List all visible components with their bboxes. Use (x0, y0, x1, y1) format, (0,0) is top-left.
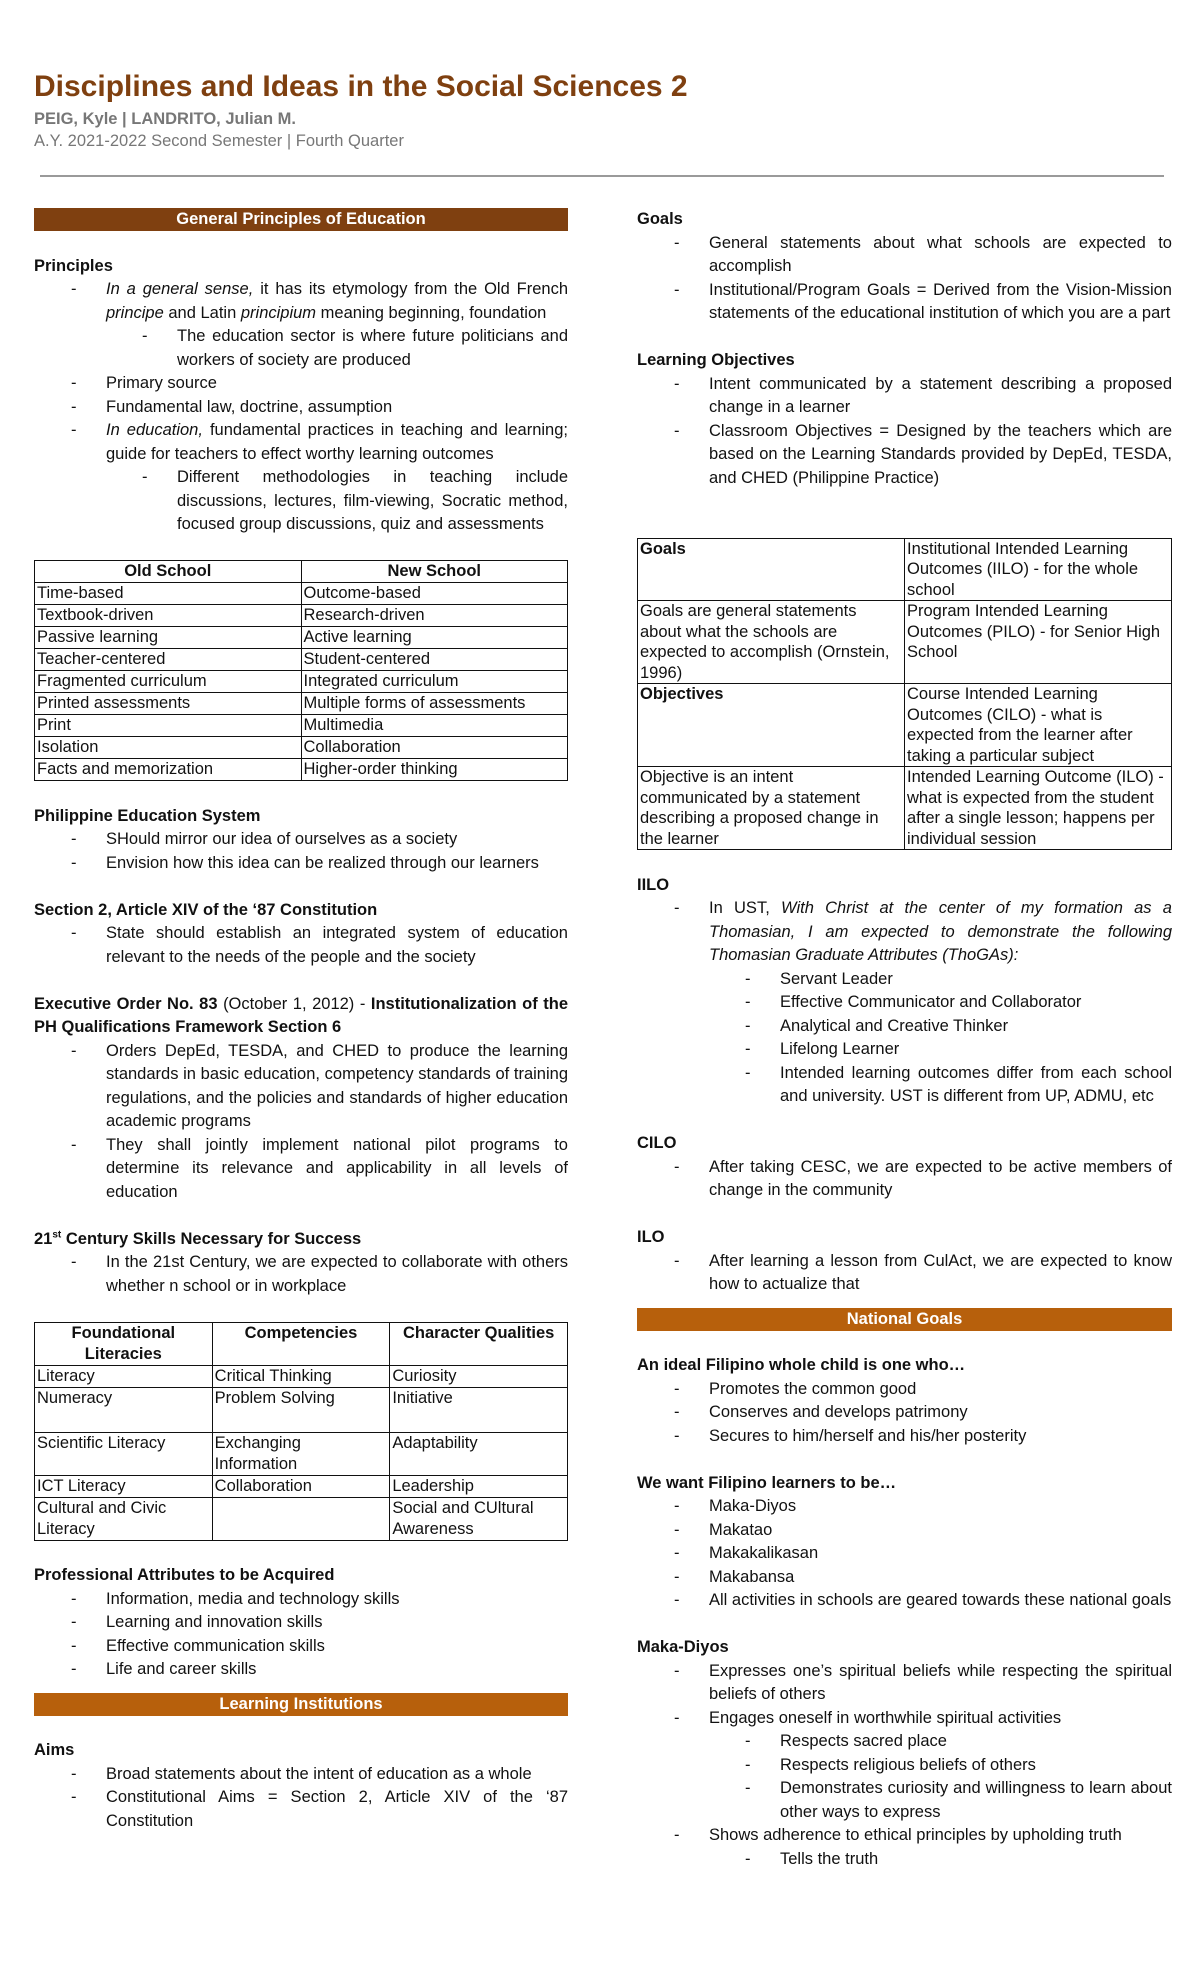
heading-ilo: ILO (637, 1228, 665, 1246)
table-row: Fragmented curriculum Integrated curriculum (35, 671, 568, 693)
list-item: - Servant Leader (637, 968, 1172, 992)
heading-ideal-filipino: An ideal Filipino whole child is one who… (637, 1356, 966, 1374)
table-row: Passive learning Active learning (35, 627, 568, 649)
table-row: Printed assessments Multiple forms of assessments (35, 693, 568, 715)
list-item: - The education sector is where future politicians and workers of society are produced (34, 325, 568, 372)
academic-year: A.Y. 2021-2022 Second Semester | Fourth Quarter (34, 132, 404, 150)
table-header: Old School (35, 561, 302, 583)
heading-maka-diyos: Maka-Diyos (637, 1638, 729, 1656)
list-item: - After taking CESC, we are expected to be active members of change in the community (637, 1156, 1172, 1203)
list-item: - Shows adherence to ethical principles by upholding truth (637, 1824, 1172, 1848)
list-item: - All activities in schools are geared towards these national goals (637, 1589, 1172, 1613)
table-header: Character Qualities (390, 1322, 568, 1365)
table-row: Teacher-centered Student-centered (35, 649, 568, 671)
table-row: Numeracy Problem Solving Initiative (35, 1387, 568, 1432)
list-item: - They shall jointly implement national pilot programs to determine its relevance and applicability in all levels of education (34, 1134, 568, 1205)
table-row: Objective is an intent communicated by a statement describing a proposed change in the learner Intended Learning Outcome (ILO) - what is expected from the student after a single lesson; happens per individual session (638, 767, 1172, 850)
table-header: Competencies (212, 1322, 390, 1365)
list-item: - Makabansa (637, 1566, 1172, 1590)
header-divider (40, 175, 1164, 177)
list-item: - Institutional/Program Goals = Derived from the Vision-Mission statements of the educational institution of which you are a part (637, 279, 1172, 326)
list-item: - Maka-Diyos (637, 1495, 1172, 1519)
table-row: Cultural and Civic Literacy Social and CUltural Awareness (35, 1497, 568, 1540)
list-item: - Envision how this idea can be realized through our learners (34, 852, 568, 876)
list-item: - Respects religious beliefs of others (637, 1754, 1172, 1778)
list-item: - Life and career skills (34, 1658, 568, 1682)
heading-aims: Aims (34, 1741, 75, 1759)
principles-list (34, 278, 568, 325)
list-item: - Makatao (637, 1519, 1172, 1543)
heading-filipino-learners: We want Filipino learners to be… (637, 1473, 897, 1492)
heading-21st-century: 21st Century Skills Necessary for Success (34, 1229, 362, 1248)
list-item: - Constitutional Aims = Section 2, Article XIV of the ‘87 Constitution (34, 1786, 568, 1833)
list-item: - Secures to him/herself and his/her posterity (637, 1425, 1172, 1449)
heading-goals: Goals (637, 210, 683, 228)
list-item: - Intent communicated by a statement describing a proposed change in a learner (637, 373, 1172, 420)
list-item: - Effective Communicator and Collaborator (637, 991, 1172, 1015)
table-row: Goals are general statements about what the schools are expected to accomplish (Ornstein, 1996) Program Intended Learning Outcomes (PILO) - for Senior High School (638, 601, 1172, 684)
list-item: - Demonstrates curiosity and willingness to learn about other ways to express (637, 1777, 1172, 1824)
table-row: Literacy Critical Thinking Curiosity (35, 1365, 568, 1387)
list-item: - Learning and innovation skills (34, 1611, 568, 1635)
table-row: Time-based Outcome-based (35, 583, 568, 605)
list-item: - Tells the truth (637, 1848, 1172, 1872)
list-item: - Classroom Objectives = Designed by the teachers which are based on the Learning Standards provided by DepEd, TESDA, and CHED (Philippine Practice) (637, 420, 1172, 491)
list-item: - Expresses one’s spiritual beliefs while respecting the spiritual beliefs of others (637, 1660, 1172, 1707)
list-item: - In the 21st Century, we are expected to collaborate with others whether n school or in workplace (34, 1251, 568, 1298)
list-item: - Primary source (34, 372, 568, 396)
list-item: - Effective communication skills (34, 1635, 568, 1659)
section-banner-learning-institutions: Learning Institutions (34, 1693, 568, 1716)
table-row: Goals Institutional Intended Learning Outcomes (IILO) - for the whole school (638, 538, 1172, 601)
list-item: - Fundamental law, doctrine, assumption (34, 396, 568, 420)
list-item: - Analytical and Creative Thinker (637, 1015, 1172, 1039)
list-item: - General statements about what schools are expected to accomplish (637, 232, 1172, 279)
old-new-school-table (34, 560, 568, 781)
heading-learning-objectives: Learning Objectives (637, 351, 795, 369)
list-item: - In education, fundamental practices in teaching and learning; guide for teachers to effect worthy learning outcomes (34, 419, 568, 466)
list-item: - Intended learning outcomes differ from each school and university. UST is different from UP, ADMU, etc (637, 1062, 1172, 1109)
goals-objectives-table (637, 538, 1172, 851)
document-authors: PEIG, Kyle | LANDRITO, Julian M. (34, 110, 296, 128)
list-item: - Promotes the common good (637, 1378, 1172, 1402)
table-row: ICT Literacy Collaboration Leadership (35, 1475, 568, 1497)
table-row: Print Multimedia (35, 715, 568, 737)
skills-table (34, 1322, 568, 1541)
list-item: - In a general sense, it has its etymology from the Old French principe and Latin principium meaning beginning, foundation (34, 278, 568, 325)
list-item: - After learning a lesson from CulAct, we are expected to know how to actualize that (637, 1250, 1172, 1297)
heading-professional-attributes: Professional Attributes to be Acquired (34, 1566, 335, 1584)
list-item: - Different methodologies in teaching include discussions, lectures, film-viewing, Socratic method, focused group discussions, quiz and assessments (34, 466, 568, 537)
list-item: - Orders DepEd, TESDA, and CHED to produce the learning standards in basic education, competency standards of training regulations, and the policies and standards of higher education academic programs (34, 1040, 568, 1134)
table-row: Textbook-driven Research-driven (35, 605, 568, 627)
table-row: Objectives Course Intended Learning Outcomes (CILO) - what is expected from the learner after taking a particular subject (638, 684, 1172, 767)
list-item: - Lifelong Learner (637, 1038, 1172, 1062)
heading-iilo: IILO (637, 875, 670, 894)
heading-ph-education-system: Philippine Education System (34, 806, 261, 825)
heading-cilo: CILO (637, 1134, 677, 1152)
list-item: - SHould mirror our idea of ourselves as a society (34, 828, 568, 852)
document-header (34, 68, 1166, 152)
heading-section-2: Section 2, Article XIV of the ‘87 Constitution (34, 900, 378, 919)
list-item: - State should establish an integrated system of education relevant to the needs of the people and the society (34, 922, 568, 969)
list-item: - Conserves and develops patrimony (637, 1401, 1172, 1425)
document-title: Disciplines and Ideas in the Social Sciences 2 (34, 70, 688, 103)
right-column (637, 208, 1172, 1871)
heading-eo83: Executive Order No. 83 (October 1, 2012) - Institutionalization of the PH Qualifications Framework Section 6 (34, 994, 568, 1036)
heading-principles: Principles (34, 256, 113, 275)
list-item: - Broad statements about the intent of education as a whole (34, 1763, 568, 1787)
list-item: - Respects sacred place (637, 1730, 1172, 1754)
list-item: - Information, media and technology skills (34, 1588, 568, 1612)
table-header: Foundational Literacies (35, 1322, 213, 1365)
section-banner-general-principles: General Principles of Education (34, 208, 568, 231)
table-row: Isolation Collaboration (35, 737, 568, 759)
list-item: - Engages oneself in worthwhile spiritual activities (637, 1707, 1172, 1731)
table-row: Scientific Literacy Exchanging Information Adaptability (35, 1432, 568, 1475)
table-header: New School (301, 561, 568, 583)
list-item: - Makakalikasan (637, 1542, 1172, 1566)
list-item: - In UST, With Christ at the center of my formation as a Thomasian, I am expected to demonstrate the following Thomasian Graduate Attributes (ThoGAs): (637, 897, 1172, 968)
table-row: Facts and memorization Higher-order thinking (35, 759, 568, 781)
section-banner-national-goals: National Goals (637, 1308, 1172, 1331)
left-column (34, 208, 568, 1833)
